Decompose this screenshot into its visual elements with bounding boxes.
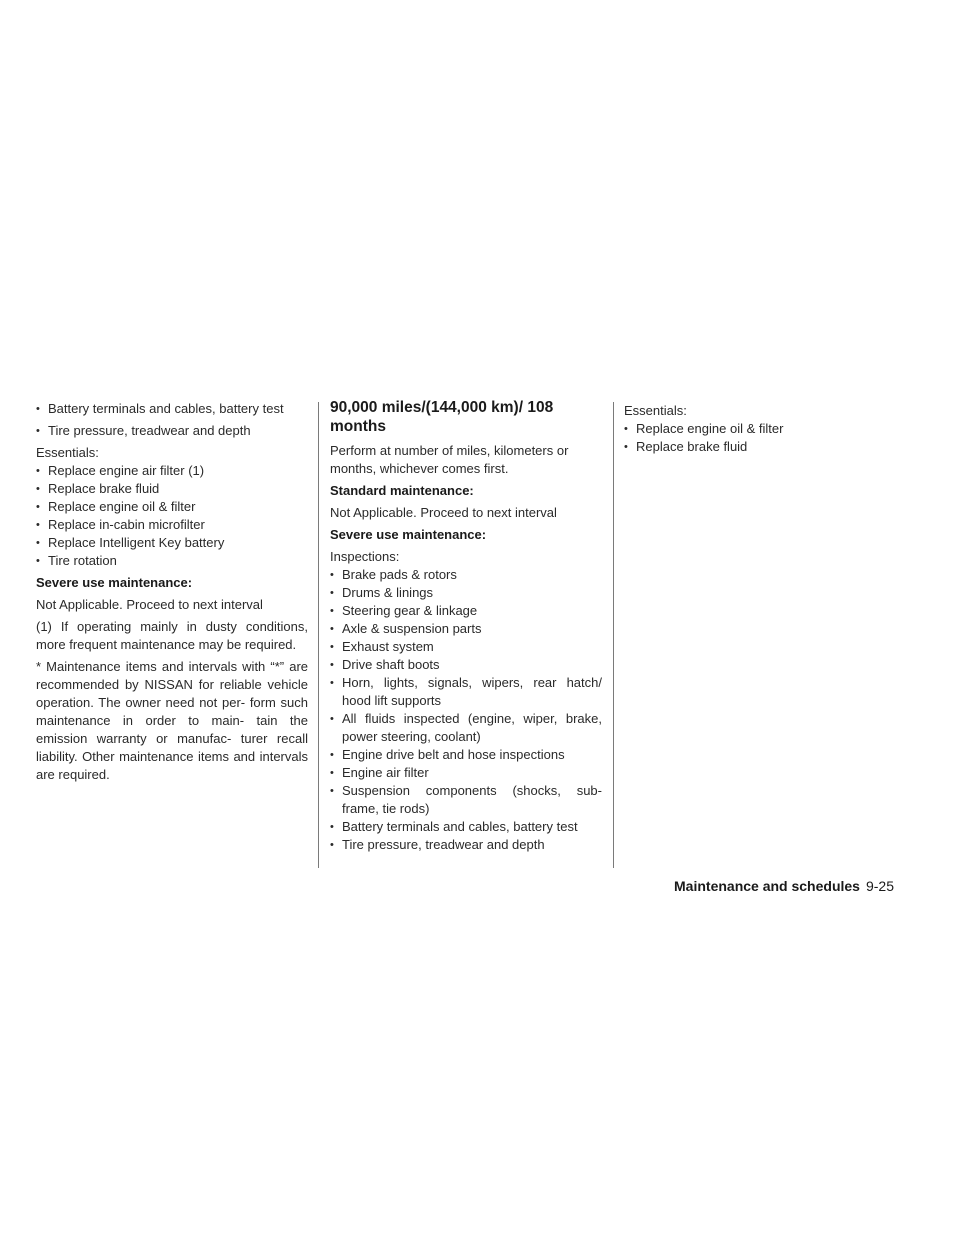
checklist-continued <box>36 400 308 440</box>
list-item: • Replace Intelligent Key battery <box>36 534 308 552</box>
interval-heading: 90,000 miles/(144,000 km)/ 108 months <box>330 399 554 435</box>
footnote-asterisk: * Maintenance items and intervals with “*” are recommended by NISSAN for reliable vehicle operation. The owner need not per- form such maintenance in order to main- tain the emission warranty or manufac- turer recall liability. Other maintenance items and intervals are required. <box>36 659 308 782</box>
list-item: • Tire pressure, treadwear and depth <box>330 836 602 854</box>
list-item: • Drums & linings <box>330 584 602 602</box>
column-right <box>624 400 914 460</box>
essentials-list <box>624 420 914 456</box>
interval-intro: Perform at number of miles, kilometers or months, whichever comes first. <box>330 443 569 476</box>
list-item: • All fluids inspected (engine, wiper, brake, power steering, coolant) <box>330 710 602 746</box>
list-item: • Suspension components (shocks, sub- frame, tie rods) <box>330 782 602 818</box>
column-divider <box>318 402 319 868</box>
list-item: • Steering gear & linkage <box>330 602 602 620</box>
list-item: • Tire pressure, treadwear and depth <box>36 422 308 440</box>
severe-use-heading: Severe use maintenance: <box>330 527 487 542</box>
column-left <box>36 400 308 788</box>
column-middle <box>330 400 602 858</box>
section-title: Maintenance and schedules <box>674 878 860 894</box>
page-number: 9-25 <box>865 878 894 894</box>
list-item: • Engine drive belt and hose inspections <box>330 746 602 764</box>
inspections-label: Inspections: <box>330 549 400 564</box>
essentials-label: Essentials: <box>624 403 687 418</box>
severe-use-text: Not Applicable. Proceed to next interval <box>36 597 263 612</box>
list-item: • Replace brake fluid <box>36 480 308 498</box>
list-item: • Replace brake fluid <box>624 438 914 456</box>
list-item: • Battery terminals and cables, battery test <box>36 400 308 418</box>
standard-maintenance-heading: Standard maintenance: <box>330 483 474 498</box>
list-item: • Replace engine air filter (1) <box>36 462 308 480</box>
list-item: • Battery terminals and cables, battery test <box>330 818 602 836</box>
severe-use-heading: Severe use maintenance: <box>36 575 193 590</box>
list-item: • Replace engine oil & filter <box>624 420 914 438</box>
list-item: • Exhaust system <box>330 638 602 656</box>
list-item: • Tire rotation <box>36 552 308 570</box>
standard-maintenance-text: Not Applicable. Proceed to next interval <box>330 505 557 520</box>
list-item: • Horn, lights, signals, wipers, rear hatch/ hood lift supports <box>330 674 602 710</box>
list-item: • Replace in-cabin microfilter <box>36 516 308 534</box>
column-divider <box>613 402 614 868</box>
essentials-label: Essentials: <box>36 445 99 460</box>
list-item: • Engine air filter <box>330 764 602 782</box>
page-footer <box>674 878 894 894</box>
list-item: • Replace engine oil & filter <box>36 498 308 516</box>
list-item: • Axle & suspension parts <box>330 620 602 638</box>
list-item: • Brake pads & rotors <box>330 566 602 584</box>
inspections-list <box>330 566 602 854</box>
essentials-list <box>36 462 308 570</box>
footnote-dusty: (1) If operating mainly in dusty conditions, more frequent maintenance may be required. <box>36 619 308 652</box>
list-item: • Drive shaft boots <box>330 656 602 674</box>
